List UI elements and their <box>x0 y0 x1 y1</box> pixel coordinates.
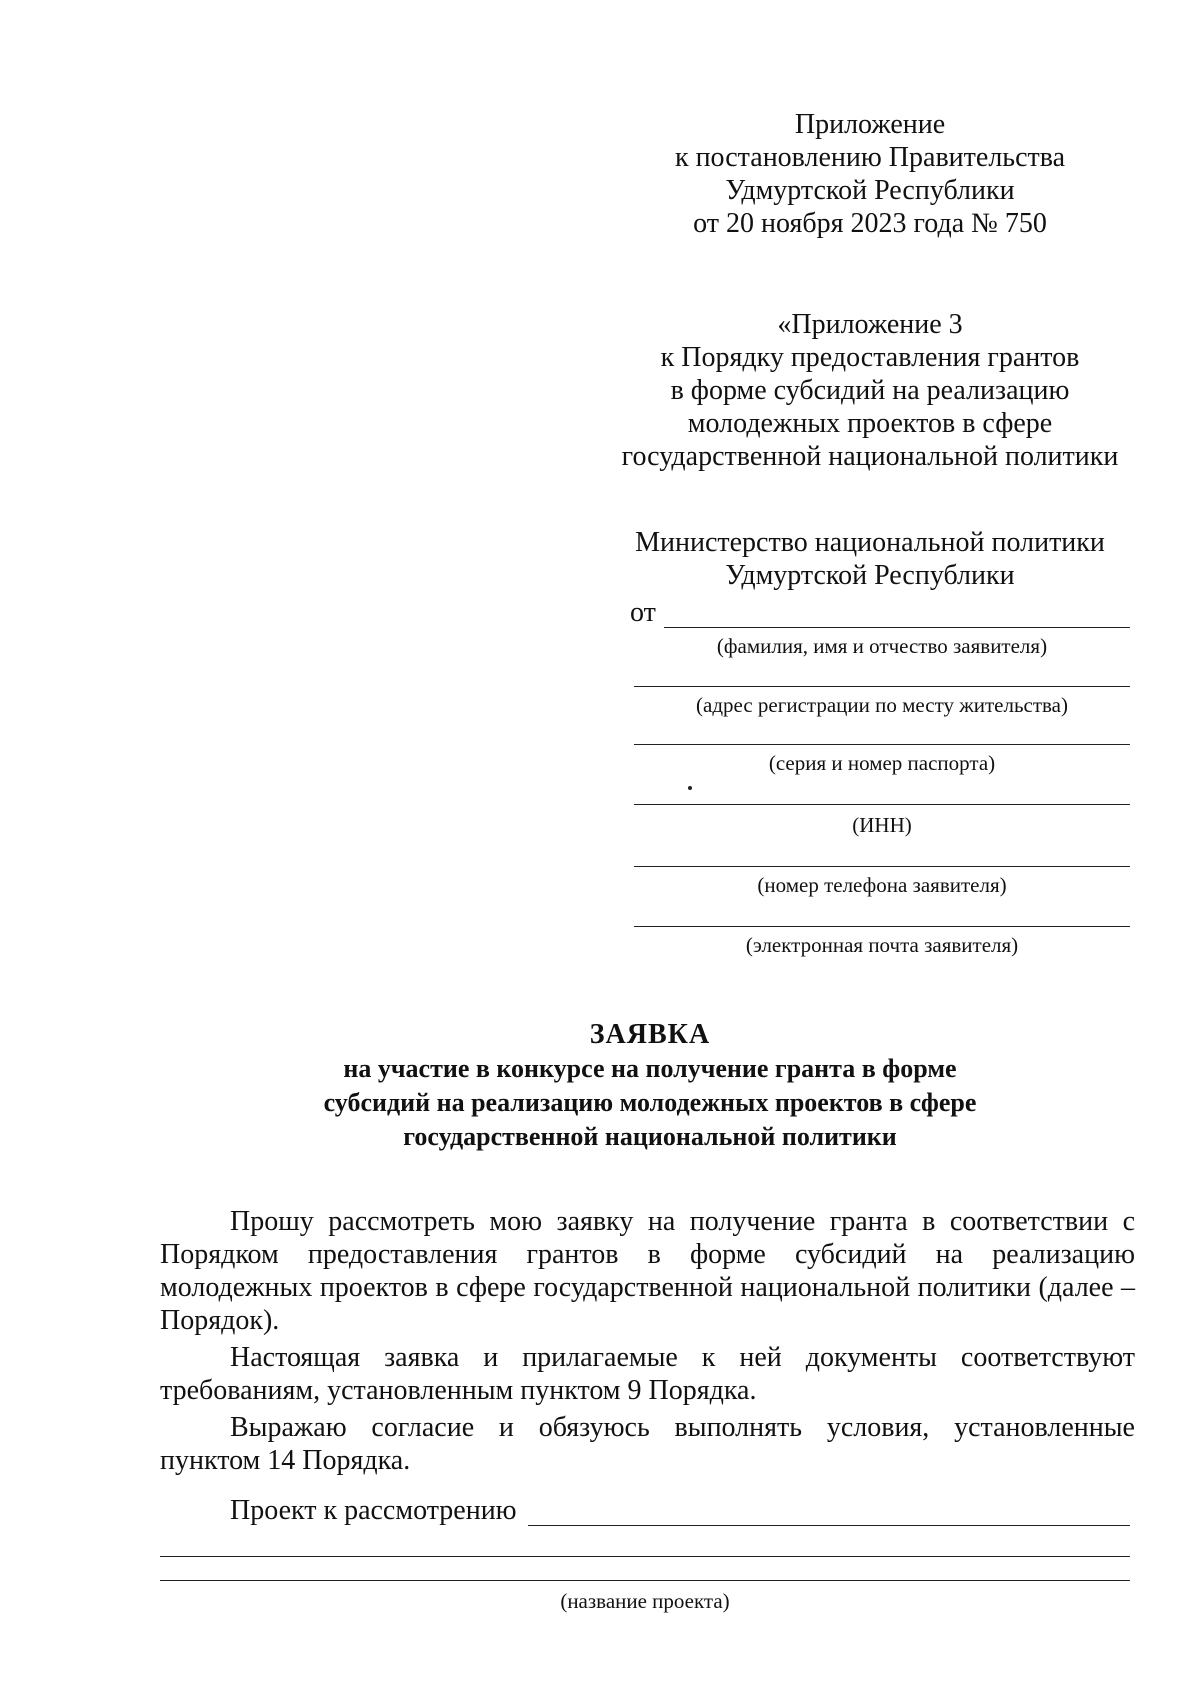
phone-field[interactable] <box>634 866 1130 867</box>
title-line: субсидий на реализацию молодежных проектов в сфере <box>323 1088 977 1117</box>
appendix-line: государственной национальной политики <box>621 441 1119 472</box>
project-name-field-line-3[interactable] <box>160 1580 1130 1581</box>
address-field[interactable] <box>634 686 1130 687</box>
title-line: государственной национальной политики <box>403 1122 897 1151</box>
stray-dot <box>688 786 692 790</box>
approval-line: Удмуртской Республики <box>725 175 1015 206</box>
field-caption-email: (электронная почта заявителя) <box>745 933 1019 957</box>
application-title <box>160 1018 1140 1154</box>
field-caption-inn: (ИНН) <box>852 813 912 837</box>
appendix-line: к Порядку предоставления грантов <box>660 342 1080 373</box>
appendix-line: в форме субсидий на реализацию <box>670 375 1070 406</box>
passport-field[interactable] <box>634 744 1130 745</box>
body-paragraph: Настоящая заявка и прилагаемые к ней документы соответствуют требованиям, установленным пунктом 9 Порядка. <box>160 1342 1135 1406</box>
approval-line: Приложение <box>794 109 946 140</box>
approval-line: от 20 ноября 2023 года № 750 <box>693 208 1047 239</box>
field-caption-passport: (серия и номер паспорта) <box>768 751 996 775</box>
appendix-header <box>600 308 1140 473</box>
body-paragraph: Прошу рассмотреть мою заявку на получение гранта в соответствии с Порядком предоставления грантов в форме субсидий на реализацию молодежных проектов в сфере государственной национальной политики (далее – Порядок). <box>160 1206 1135 1336</box>
email-field[interactable] <box>634 926 1130 927</box>
field-caption-name: (фамилия, имя и отчество заявителя) <box>716 634 1048 658</box>
appendix-line: молодежных проектов в сфере <box>687 408 1053 439</box>
project-caption: (название проекта) <box>560 1589 730 1613</box>
project-row <box>230 1494 1130 1528</box>
project-name-field-line-2[interactable] <box>160 1556 1130 1557</box>
from-row <box>630 596 1130 630</box>
from-label: от <box>630 597 656 628</box>
body-text <box>160 1205 1135 1481</box>
title-line: на участие в конкурсе на получение гранта в форме <box>343 1054 957 1083</box>
field-caption-address: (адрес регистрации по месту жительства) <box>696 693 1068 717</box>
field-caption-phone: (номер телефона заявителя) <box>757 873 1007 897</box>
approval-header <box>620 108 1120 240</box>
applicant-name-field[interactable] <box>664 627 1130 628</box>
addressee <box>620 526 1120 592</box>
project-name-field[interactable] <box>528 1525 1130 1526</box>
addressee-line: Министерство национальной политики <box>635 527 1105 558</box>
addressee-line: Удмуртской Республики <box>725 560 1015 591</box>
title-main: ЗАЯВКА <box>589 1019 711 1050</box>
body-paragraph: Выражаю согласие и обязуюсь выполнять условия, установленные пунктом 14 Порядка. <box>160 1412 1135 1476</box>
approval-line: к постановлению Правительства <box>674 142 1066 173</box>
inn-field[interactable] <box>634 804 1130 805</box>
appendix-line: «Приложение 3 <box>777 309 963 340</box>
project-label: Проект к рассмотрению <box>230 1495 517 1526</box>
